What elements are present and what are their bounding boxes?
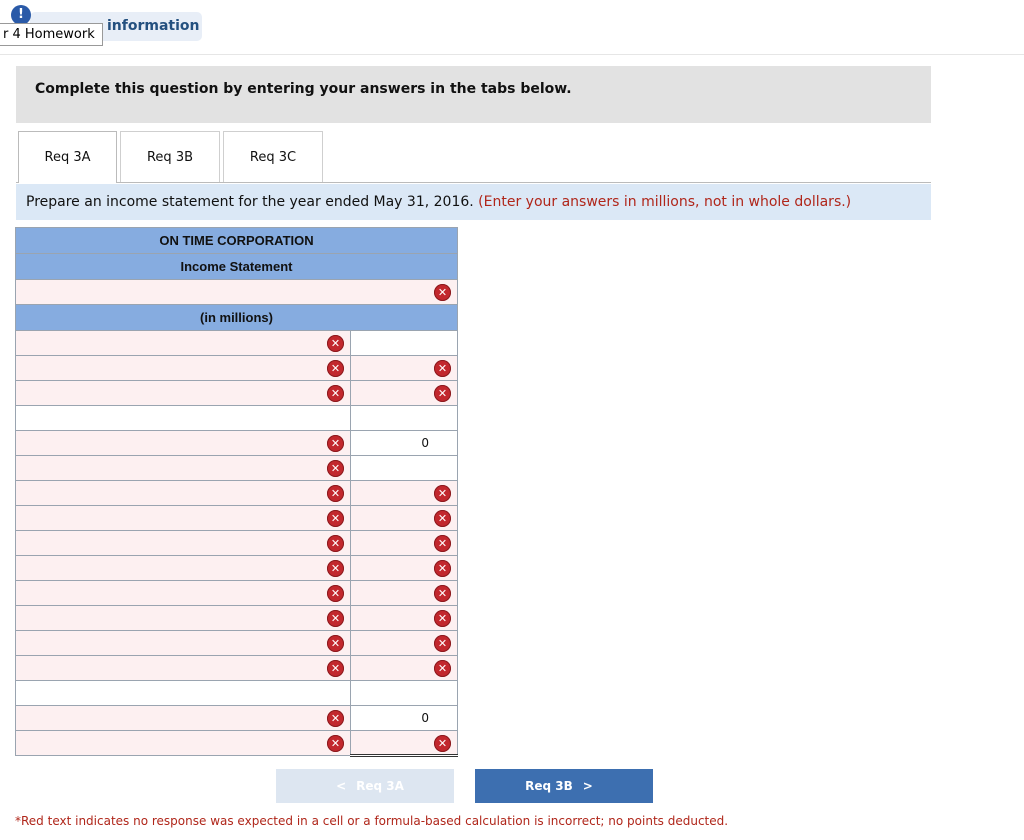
x-circle-icon: ✕ [327,435,344,452]
account-input[interactable] [16,706,351,731]
net-income-input[interactable] [351,731,458,756]
tab-req-3c[interactable]: Req 3C [223,131,323,182]
x-circle-icon: ✕ [327,560,344,577]
units-row [16,305,458,331]
tab-req-3b[interactable]: Req 3B [120,131,220,182]
amount-input[interactable] [351,531,458,556]
instruction-banner [16,66,931,123]
table-row [16,356,458,381]
instruction-text: Complete this question by entering your answers in the tabs below. [35,81,572,97]
table-row [16,556,458,581]
amount-input[interactable] [351,556,458,581]
question-prompt [16,184,931,220]
x-circle-icon: ✕ [434,284,451,301]
x-circle-icon: ✕ [327,385,344,402]
x-circle-icon: ✕ [327,335,344,352]
account-input[interactable] [16,506,351,531]
x-circle-icon: ✕ [434,610,451,627]
table-row [16,331,458,356]
x-circle-icon: ✕ [327,660,344,677]
subtotal-value: 0 [421,711,429,725]
x-circle-icon: ✕ [434,535,451,552]
account-input[interactable] [16,656,351,681]
x-circle-icon: ✕ [434,585,451,602]
x-circle-icon: ✕ [327,710,344,727]
statement-title: Income Statement [16,254,458,280]
account-input[interactable] [16,606,351,631]
amount-input[interactable] [351,481,458,506]
x-circle-icon: ✕ [434,510,451,527]
company-name: ON TIME CORPORATION [16,228,458,254]
table-row [16,431,458,456]
tab-req-3a[interactable]: Req 3A [18,131,117,183]
chevron-left-icon: < [336,779,347,793]
amount-input[interactable] [351,606,458,631]
next-req-button[interactable] [475,769,653,803]
footnote: *Red text indicates no response was expected in a cell or a formula-based calculation is incorrect; no points deducted. [15,814,729,828]
income-statement-table [15,227,458,757]
table-row [16,456,458,481]
table-row [16,481,458,506]
units-label: (in millions) [16,305,458,331]
account-input[interactable] [16,731,351,756]
amount-input[interactable] [351,506,458,531]
table-row [16,656,458,681]
account-input[interactable] [16,406,351,431]
account-input[interactable] [16,456,351,481]
amount-input[interactable] [351,656,458,681]
account-input[interactable] [16,631,351,656]
table-row [16,531,458,556]
x-circle-icon: ✕ [434,735,451,752]
x-circle-icon: ✕ [434,660,451,677]
x-circle-icon: ✕ [327,535,344,552]
x-circle-icon: ✕ [434,385,451,402]
account-input[interactable] [16,356,351,381]
amount-input[interactable] [351,381,458,406]
table-row [16,706,458,731]
x-circle-icon: ✕ [434,560,451,577]
date-input[interactable] [16,280,458,305]
x-circle-icon: ✕ [434,360,451,377]
table-row [16,606,458,631]
account-input[interactable] [16,531,351,556]
account-input[interactable] [16,681,351,706]
amount-input[interactable] [351,581,458,606]
x-circle-icon: ✕ [327,510,344,527]
alert-icon[interactable]: ! [11,5,31,25]
chevron-right-icon: > [582,779,593,793]
account-input[interactable] [16,481,351,506]
table-row [16,581,458,606]
amount-input[interactable] [351,631,458,656]
x-circle-icon: ✕ [434,635,451,652]
date-row [16,280,458,305]
x-circle-icon: ✕ [327,460,344,477]
x-circle-icon: ✕ [327,735,344,752]
account-input[interactable] [16,331,351,356]
account-input[interactable] [16,381,351,406]
table-row [16,731,458,756]
amount-input[interactable] [351,681,458,706]
amount-input[interactable] [351,431,458,456]
table-row [16,381,458,406]
next-req-label: Req 3B [525,779,573,793]
amount-input[interactable] [351,706,458,731]
information-label: information [107,18,200,34]
table-row [16,681,458,706]
amount-input[interactable] [351,331,458,356]
previous-req-button[interactable] [276,769,454,803]
x-circle-icon: ✕ [327,610,344,627]
x-circle-icon: ✕ [327,485,344,502]
account-input[interactable] [16,556,351,581]
account-input[interactable] [16,581,351,606]
account-input[interactable] [16,431,351,456]
x-circle-icon: ✕ [327,585,344,602]
table-row [16,631,458,656]
amount-input[interactable] [351,456,458,481]
homework-tooltip: r 4 Homework [0,23,103,46]
amount-input[interactable] [351,356,458,381]
prompt-note: (Enter your answers in millions, not in whole dollars.) [478,194,852,210]
company-header-row [16,228,458,254]
tab-divider [16,182,931,183]
x-circle-icon: ✕ [434,485,451,502]
previous-req-label: Req 3A [356,779,404,793]
amount-input[interactable] [351,406,458,431]
prompt-text: Prepare an income statement for the year ended May 31, 2016. [26,194,474,210]
x-circle-icon: ✕ [327,360,344,377]
top-bar [0,0,1024,55]
x-circle-icon: ✕ [327,635,344,652]
table-row [16,506,458,531]
table-row [16,406,458,431]
subtotal-value: 0 [421,436,429,450]
statement-title-row [16,254,458,280]
